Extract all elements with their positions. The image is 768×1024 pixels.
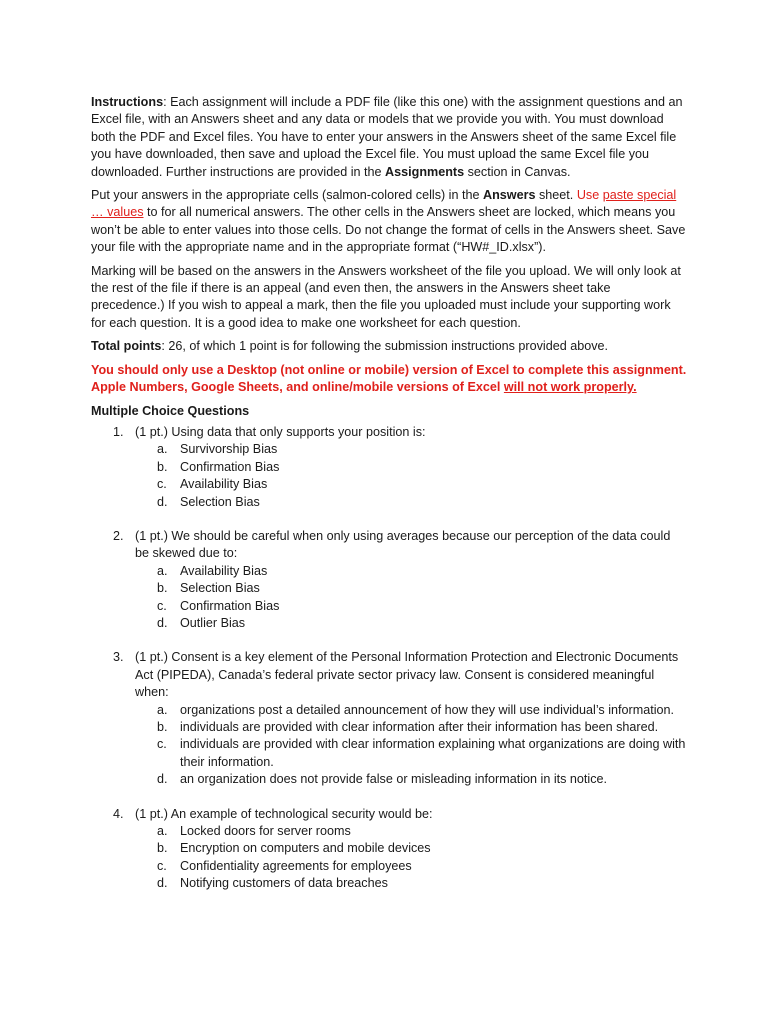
assignments-word: Assignments: [385, 164, 465, 179]
total-points-label: Total points: [91, 339, 162, 354]
answers-para-text-2: sheet.: [535, 188, 577, 203]
total-points-paragraph: [91, 338, 687, 355]
warning-text: You should only use a Desktop (not online or mobile) version of Excel to complete this assignment. Apple Numbers, Google Sheets, and online/mobile versions of Excel: [91, 362, 687, 395]
option-letter: b.: [157, 720, 168, 734]
option-letter: a.: [157, 702, 168, 717]
option-c: [135, 598, 687, 615]
question-4: [91, 806, 687, 893]
instructions-text-end: section in Canvas.: [464, 164, 571, 179]
option-letter: d.: [157, 615, 168, 630]
document-body: [91, 94, 687, 910]
answers-paragraph: [91, 187, 687, 257]
question-1: [91, 424, 687, 511]
option-list: [135, 563, 687, 633]
option-b: [135, 459, 687, 476]
option-letter: c.: [157, 858, 167, 873]
option-b: [135, 719, 687, 736]
option-text: organizations post a detailed announcement of how they will use individual’s information.: [180, 702, 675, 717]
option-a: [135, 441, 687, 458]
answers-word: Answers: [483, 188, 536, 203]
option-d: [135, 615, 687, 632]
question-number: 1.: [113, 424, 124, 439]
option-letter: b.: [157, 841, 168, 856]
option-d: [135, 771, 687, 788]
option-text: an organization does not provide false or misleading information in its notice.: [180, 772, 608, 787]
option-letter: a.: [157, 442, 168, 457]
option-letter: a.: [157, 824, 168, 839]
question-text: (1 pt.) An example of technological security would be:: [135, 806, 433, 821]
option-text: Outlier Bias: [180, 615, 246, 630]
use-word: Use: [576, 188, 603, 203]
option-letter: d.: [157, 494, 168, 509]
paste-special-values: paste special … values: [91, 188, 677, 220]
question-number: 3.: [113, 650, 124, 665]
option-text: Confidentiality agreements for employees: [180, 858, 412, 873]
question-list: [91, 424, 687, 893]
question-text: (1 pt.) Consent is a key element of the Personal Information Protection and Electronic Documents Act (PIPEDA), Canada’s federal private sector privacy law. Consent is considered meaningful when:: [135, 650, 679, 700]
option-letter: b.: [157, 581, 168, 596]
answers-para-text: Put your answers in the appropriate cells (salmon-colored cells) in the: [91, 188, 483, 203]
option-text: individuals are provided with clear information explaining what organizations are doing with their information.: [180, 737, 686, 769]
option-b: [135, 580, 687, 597]
warning-underlined: will not work properly.: [503, 380, 637, 395]
marking-paragraph: Marking will be based on the answers in the Answers worksheet of the file you upload. We will only look at the rest of the file if there is an appeal (and even then, the answers in the Answers sheet take precedence.) If you wish to appeal a mark, then the file you uploaded must include your supporting work for each question. It is a good idea to make one worksheet for each question.: [91, 263, 681, 330]
question-number: 4.: [113, 806, 124, 821]
option-a: [135, 702, 687, 719]
mcq-heading: Multiple Choice Questions: [91, 403, 250, 418]
instructions-text: : Each assignment will include a PDF file (like this one) with the assignment questions and an Excel file, with an Answers sheet and any data or models that we provide you with. You must download both the PDF and Excel files. You have to enter your answers in the Answers sheet of the same Excel file you have downloaded, then save and upload the Excel file. You must upload the same Excel file you downloaded. Further instructions are provided in the: [91, 95, 683, 179]
question-2: [91, 528, 687, 632]
option-text: Selection Bias: [180, 581, 260, 596]
option-text: individuals are provided with clear information after their information has been shared.: [180, 720, 659, 734]
option-list: [135, 823, 687, 893]
option-a: [135, 823, 687, 840]
option-list: [135, 702, 687, 789]
option-text: Encryption on computers and mobile devices: [180, 841, 431, 856]
option-a: [135, 563, 687, 580]
option-text: Availability Bias: [180, 477, 268, 492]
excel-warning: [91, 362, 687, 397]
total-points-text: : 26, of which 1 point is for following the submission instructions provided above.: [161, 339, 609, 354]
option-letter: b.: [157, 459, 168, 474]
option-c: [135, 476, 687, 493]
question-number: 2.: [113, 528, 124, 543]
answers-para-text-3: to for all numerical answers. The other cells in the Answers sheet are locked, which means you won’t be able to enter values into those cells. Do not change the format of cells in the Answers sheet. Save your file with the appropriate name and in the appropriate format (“HW#_ID.xlsx”).: [91, 205, 686, 255]
option-list: [135, 441, 687, 511]
option-text: Confirmation Bias: [180, 598, 280, 613]
option-c: [135, 858, 687, 875]
question-text: (1 pt.) We should be careful when only using averages because our perception of the data could be skewed due to:: [135, 528, 671, 561]
option-letter: a.: [157, 563, 168, 578]
question-text: (1 pt.) Using data that only supports your position is:: [135, 424, 426, 439]
option-text: Locked doors for server rooms: [180, 824, 351, 839]
option-b: [135, 840, 687, 857]
option-d: [135, 494, 687, 511]
question-3: [91, 649, 687, 788]
instructions-paragraph: [91, 94, 687, 181]
option-letter: c.: [157, 737, 167, 752]
option-text: Availability Bias: [180, 563, 268, 578]
option-letter: c.: [157, 477, 167, 492]
option-text: Selection Bias: [180, 494, 260, 509]
option-text: Survivorship Bias: [180, 442, 278, 457]
option-letter: d.: [157, 772, 168, 787]
option-letter: d.: [157, 876, 168, 891]
option-c: [135, 736, 687, 771]
option-text: Notifying customers of data breaches: [180, 876, 388, 891]
option-text: Confirmation Bias: [180, 459, 280, 474]
option-letter: c.: [157, 598, 167, 613]
instructions-label: Instructions: [91, 95, 164, 109]
option-d: [135, 875, 687, 892]
